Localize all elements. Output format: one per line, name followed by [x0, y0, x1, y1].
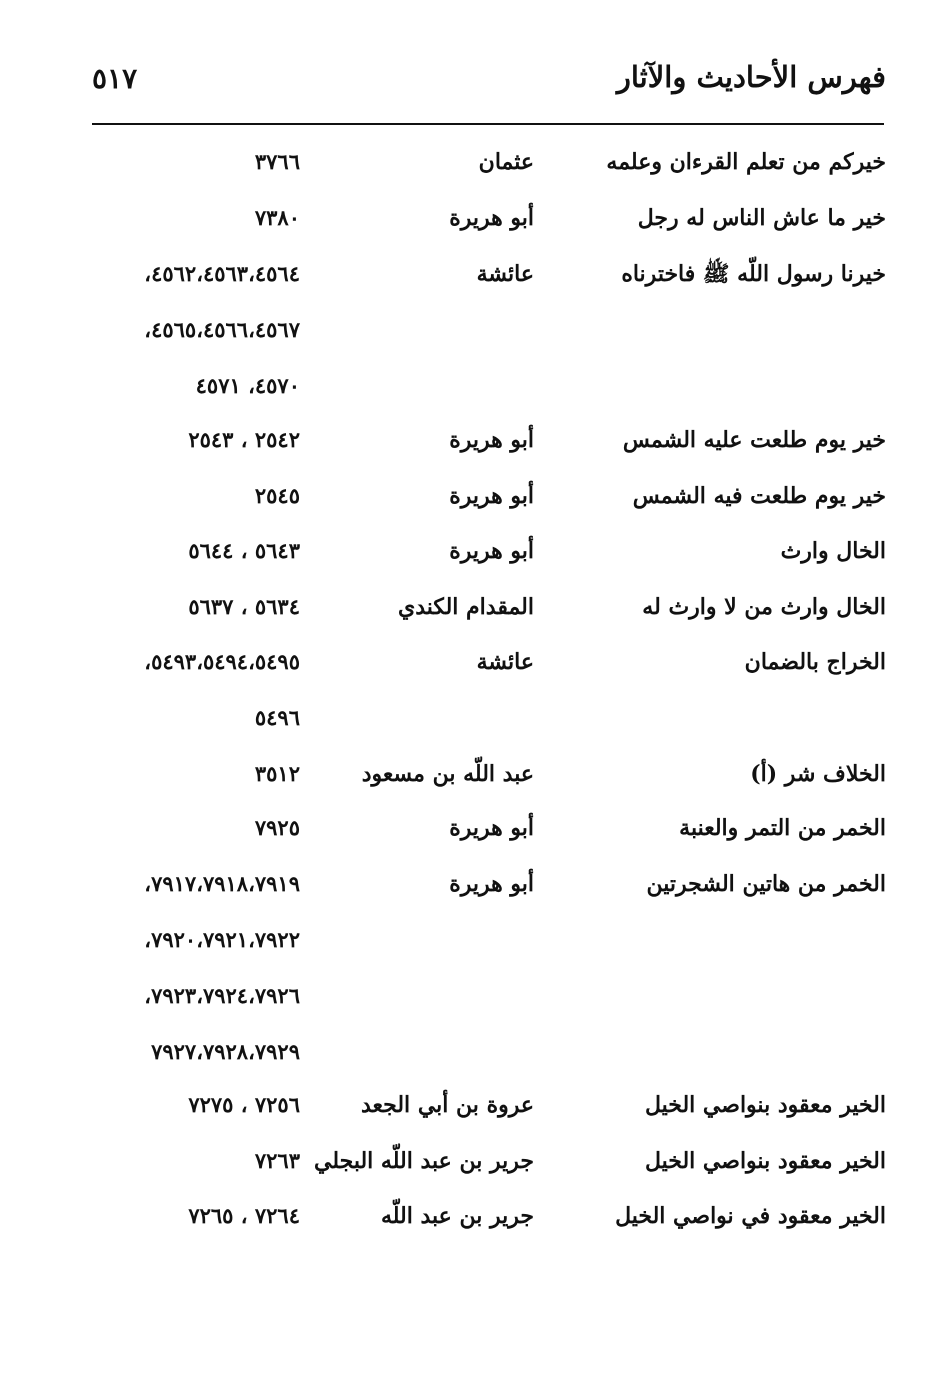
index-entry-continuation: [0, 920, 932, 960]
hadith-numbers: ٧٩٢٠،٧٩٢١،٧٩٢٢،: [144, 927, 300, 952]
narrator-name: أبو هريرة: [449, 427, 534, 453]
hadith-numbers: ٥٤٩٦: [254, 705, 300, 730]
hadith-numbers: ٧٩١٧،٧٩١٨،٧٩١٩،: [144, 871, 300, 896]
hadith-numbers: ٢٥٤٢ ، ٢٥٤٣: [188, 427, 300, 452]
hadith-numbers: ٣٧٦٦: [254, 149, 300, 174]
hadith-text: الخمر من هاتين الشجرتين: [646, 871, 886, 897]
hadith-text: خيركم من تعلم القرءان وعلمه: [606, 149, 886, 175]
hadith-numbers: ٤٥٦٥،٤٥٦٦،٤٥٦٧،: [144, 317, 300, 342]
narrator-name: جرير بن عبد اللّه البجلي: [314, 1148, 534, 1174]
hadith-numbers: ٧٣٨٠: [254, 205, 300, 230]
hadith-numbers: ٥٤٩٣،٥٤٩٤،٥٤٩٥،: [144, 649, 300, 674]
hadith-numbers: ٧٢٥٦ ، ٧٢٧٥: [188, 1092, 300, 1117]
index-entry: [0, 531, 932, 571]
hadith-numbers: ٤٥٦٢،٤٥٦٣،٤٥٦٤،: [144, 261, 300, 286]
page-number: ٥١٧: [92, 62, 138, 95]
index-entry: [0, 476, 932, 516]
index-entry: [0, 420, 932, 460]
hadith-text: الخلاف شر (أ): [750, 761, 886, 787]
index-entry: [0, 754, 932, 794]
narrator-name: أبو هريرة: [449, 871, 534, 897]
narrator-name: أبو هريرة: [449, 205, 534, 231]
hadith-numbers: ٢٥٤٥: [254, 483, 300, 508]
hadith-numbers: ٧٢٦٤ ، ٧٢٦٥: [188, 1203, 300, 1228]
hadith-numbers: ٥٦٤٣ ، ٥٦٤٤: [188, 538, 300, 563]
hadith-numbers: ٤٥٧٠، ٤٥٧١: [195, 373, 300, 398]
hadith-text: خير ما عاش الناس له رجل: [637, 205, 886, 231]
index-entry: [0, 587, 932, 627]
index-entry: [0, 864, 932, 904]
narrator-name: عائشة: [476, 261, 534, 287]
narrator-name: عروة بن أبي الجعد: [360, 1092, 534, 1118]
index-entry: [0, 1085, 932, 1125]
index-entry: [0, 198, 932, 238]
index-entry: [0, 254, 932, 294]
hadith-text: الخير معقود بنواصي الخيل: [644, 1148, 886, 1174]
hadith-text: الخال وارث: [780, 538, 886, 564]
narrator-name: المقدام الكندي: [398, 594, 534, 620]
narrator-name: أبو هريرة: [449, 483, 534, 509]
narrator-name: أبو هريرة: [449, 538, 534, 564]
index-entry: [0, 642, 932, 682]
hadith-numbers: ٣٥١٢: [254, 761, 300, 786]
page-title: فهرس الأحاديث والآثار: [616, 60, 886, 94]
narrator-name: عبد اللّه بن مسعود: [361, 761, 534, 787]
index-entry: [0, 808, 932, 848]
hadith-text: الخير معقود في نواصي الخيل: [615, 1203, 886, 1229]
hadith-text: الخير معقود بنواصي الخيل: [644, 1092, 886, 1118]
index-entry-continuation: [0, 698, 932, 738]
index-entry-continuation: [0, 310, 932, 350]
narrator-name: جرير بن عبد اللّه: [380, 1203, 534, 1229]
index-entry: [0, 1196, 932, 1236]
narrator-name: أبو هريرة: [449, 815, 534, 841]
hadith-text: الخمر من التمر والعنبة: [679, 815, 886, 841]
index-entry: [0, 1141, 932, 1181]
hadith-text: الخال وارث من لا وارث له: [642, 594, 886, 620]
narrator-name: عائشة: [476, 649, 534, 675]
hadith-numbers: ٥٦٣٤ ، ٥٦٣٧: [188, 594, 300, 619]
index-entry: [0, 142, 932, 182]
hadith-numbers: ٧٩٢٧،٧٩٢٨،٧٩٢٩: [151, 1039, 300, 1064]
hadith-text: الخراج بالضمان: [744, 649, 886, 675]
hadith-numbers: ٧٩٢٣،٧٩٢٤،٧٩٢٦،: [144, 983, 300, 1008]
narrator-name: عثمان: [478, 149, 534, 175]
hadith-text: خيرنا رسول اللّه ﷺ فاخترناه: [621, 261, 886, 287]
index-entry-continuation: [0, 366, 932, 406]
index-entry-continuation: [0, 976, 932, 1016]
index-entry-continuation: [0, 1032, 932, 1072]
hadith-text: خير يوم طلعت فيه الشمس: [632, 483, 886, 509]
hadith-numbers: ٧٩٢٥: [254, 815, 300, 840]
hadith-text: خير يوم طلعت عليه الشمس: [622, 427, 886, 453]
hadith-numbers: ٧٢٦٣: [254, 1148, 300, 1173]
